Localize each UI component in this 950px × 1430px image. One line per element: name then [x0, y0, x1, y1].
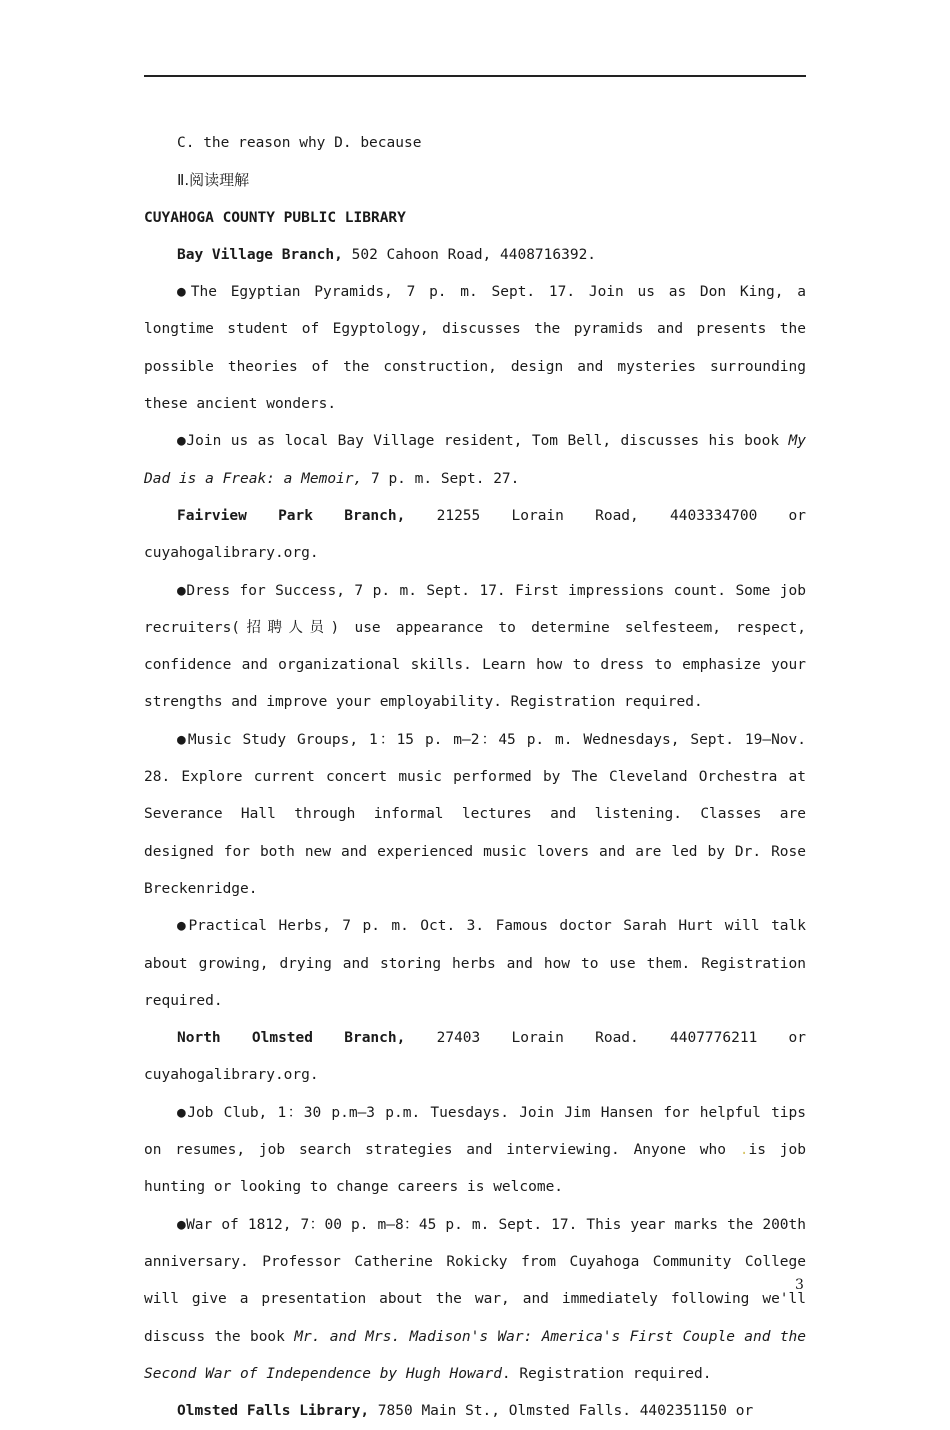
branch-name: North Olmsted Branch, — [177, 1030, 406, 1047]
event-book-talk — [144, 423, 806, 498]
event-text: is job hunting or looking to change careers is welcome. — [144, 1142, 806, 1196]
event-text: ●War of 1812, 7：00 p. m—8：45 p. m. Sept. 17. This year marks the 200th anniversary. Professor Catherine Rokicky from Cuyahoga Community College will give a presentation about the war, and immediately following we'll discuss the book — [144, 1216, 806, 1345]
branch-fairview-park — [144, 498, 806, 573]
book-title: My Dad is a Freak: a Memoir, — [144, 433, 806, 487]
branch-info: 27403 Lorain Road. 4407776211 or cuyahogalibrary.org. — [144, 1030, 807, 1084]
branch-info: 21255 Lorain Road, 4403334700 or cuyahogalibrary.org. — [144, 507, 807, 562]
section-heading: Ⅱ.阅读理解 — [177, 171, 250, 190]
options-line: C. the reason why D. because — [177, 135, 422, 151]
branch-bay-village — [144, 237, 806, 274]
event-music-study-groups: ●Music Study Groups, 1：15 p. m—2：45 p. m. Wednesdays, Sept. 19—Nov. 28. Explore current concert music performed by The Cleveland Orchestra at Severance Hall through informal lectures and listening. Classes are designed for both new and experienced music lovers and are led by Dr. Rose Breckenridge. — [144, 731, 806, 897]
branch-name: Bay Village Branch, — [177, 246, 343, 263]
page-number: 3 — [795, 1277, 804, 1293]
event-dress-for-success: ●Dress for Success, 7 p. m. Sept. 17. First impressions count. Some job recruiters(招聘人员) use appearance to determine selfesteem, respect, confidence and organizational skills. Learn how to dress to emphasize your strengths and improve your employability. Registration required. — [144, 582, 806, 711]
branch-name: Fairview Park Branch, — [177, 507, 406, 524]
event-text: ●Job Club, 1：30 p.m—3 p.m. Tuesdays. Join Jim Hansen for helpful tips on resumes, job search strategies and interviewing. Anyone who — [144, 1104, 806, 1159]
document-body — [144, 125, 806, 1430]
branch-info: 7850 Main St., Olmsted Falls. 4402351150 or — [377, 1403, 754, 1420]
stray-mark: . — [739, 1142, 749, 1159]
branch-olmsted-falls — [144, 1393, 806, 1430]
branch-name: Olmsted Falls Library, — [177, 1403, 370, 1420]
event-job-club — [144, 1095, 806, 1207]
event-text: 7 p. m. Sept. 27. — [362, 470, 520, 487]
branch-north-olmsted — [144, 1020, 806, 1095]
event-practical-herbs: ●Practical Herbs, 7 p. m. Oct. 3. Famous doctor Sarah Hurt will talk about growing, drying and storing herbs and how to use them. Registration required. — [144, 918, 806, 1009]
event-egyptian-pyramids: ●The Egyptian Pyramids, 7 p. m. Sept. 17. Join us as Don King, a longtime student of Egyptology, discusses the pyramids and presents the possible theories of the construction, design and mysteries surrounding these ancient wonders. — [144, 284, 806, 413]
passage-title: CUYAHOGA COUNTY PUBLIC LIBRARY — [144, 209, 406, 226]
event-war-of-1812 — [144, 1207, 806, 1393]
event-text: ●Join us as local Bay Village resident, Tom Bell, discusses his book — [177, 433, 789, 450]
event-text: . Registration required. — [501, 1365, 712, 1382]
book-title: Mr. and Mrs. Madison's War: America's First Couple and the Second War of Independence by Hugh Howard — [144, 1328, 807, 1382]
header-rule — [144, 75, 806, 77]
branch-info: 502 Cahoon Road, 4408716392. — [351, 246, 597, 263]
